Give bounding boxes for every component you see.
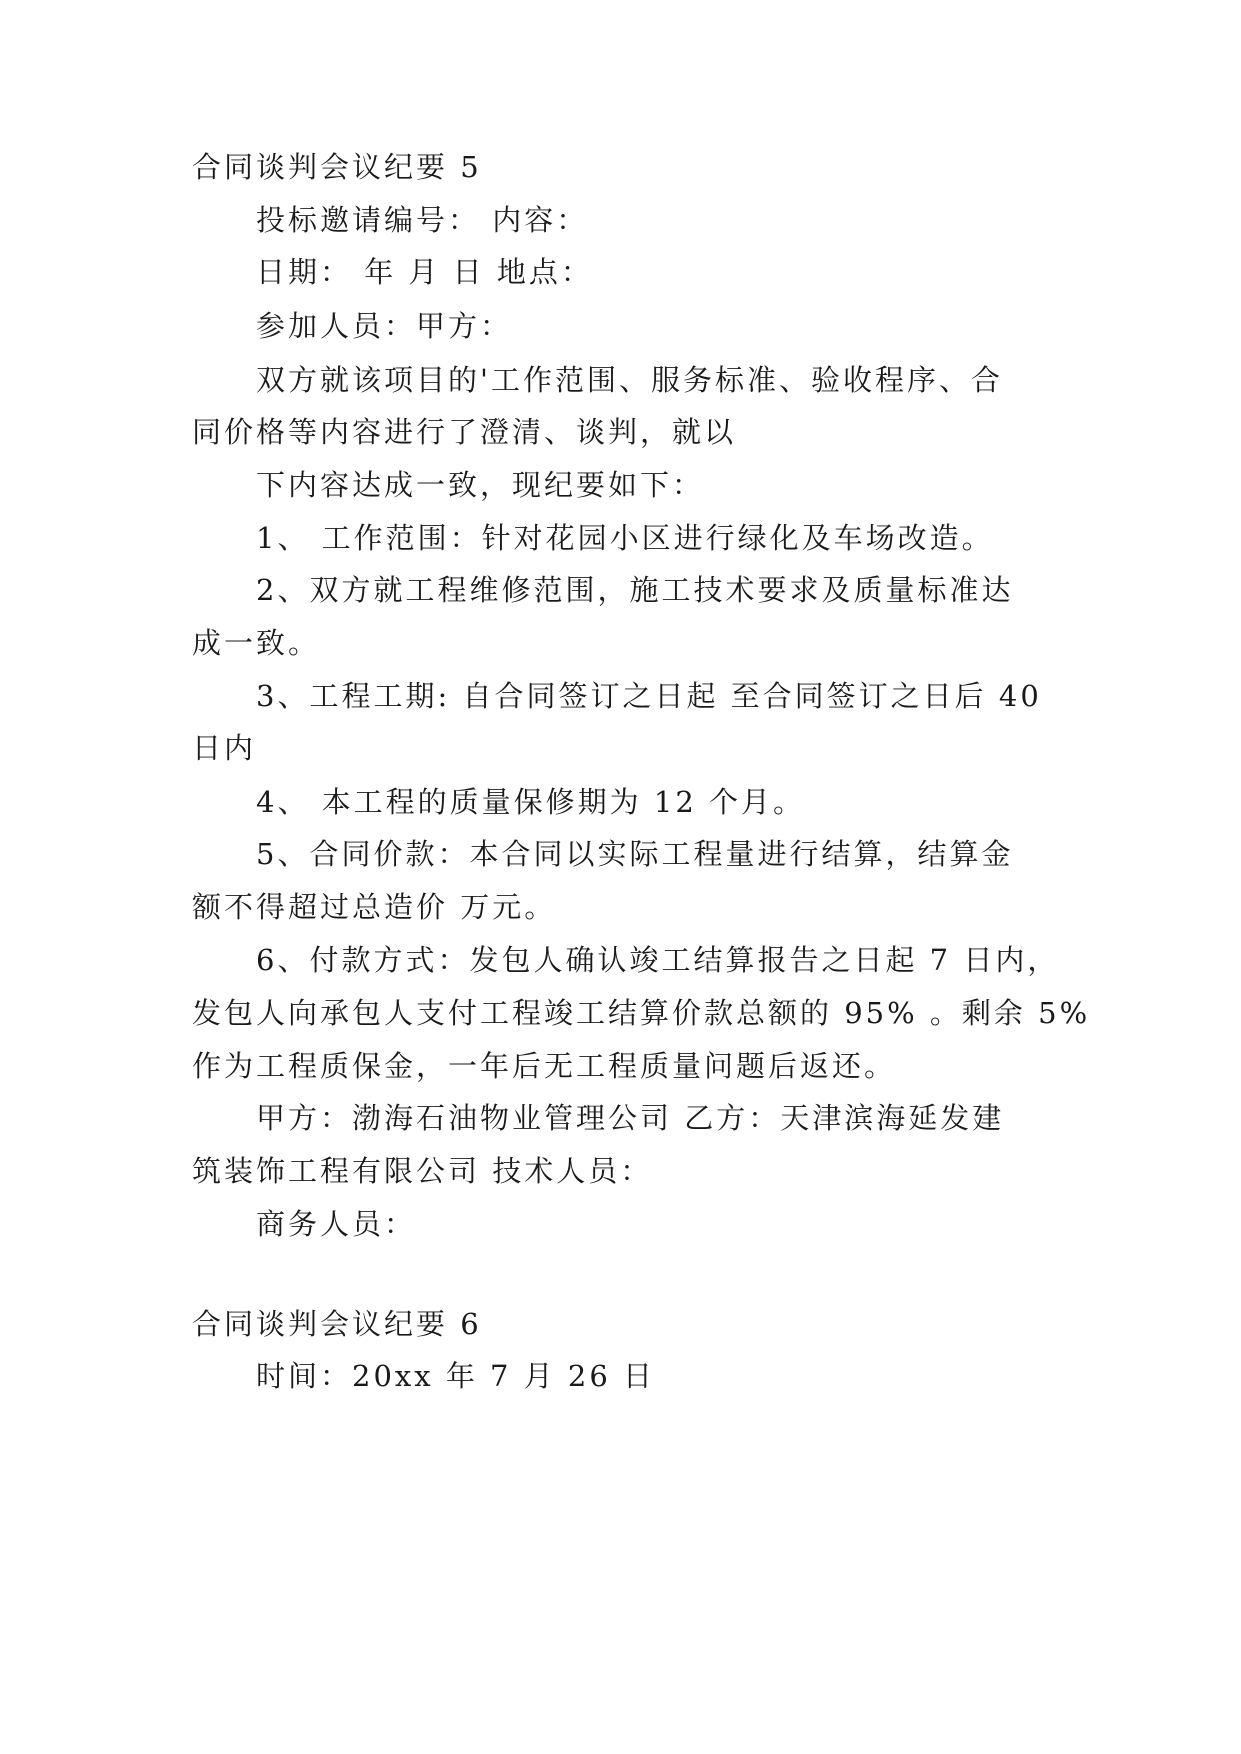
paragraph-line: 商务人员： xyxy=(256,1207,417,1241)
paragraph-line: 筑装饰工程有限公司 技术人员： xyxy=(192,1154,653,1188)
paragraph-line: 5、合同价款：本合同以实际工程量进行结算，结算金 xyxy=(256,837,1014,871)
paragraph-line: 投标邀请编号： 内容： xyxy=(256,203,589,237)
paragraph-line: 日期： 年 月 日 地点： xyxy=(256,255,593,289)
paragraph-line: 同价格等内容进行了澄清、谈判，就以 xyxy=(192,415,737,449)
paragraph-line: 作为工程质保金，一年后无工程质量问题后返还。 xyxy=(192,1049,897,1083)
paragraph-line: 双方就该项目的'工作范围、服务标准、验收程序、合 xyxy=(256,363,1003,397)
paragraph-line: 日内 xyxy=(192,731,257,765)
paragraph-line: 6、付款方式：发包人确认竣工结算报告之日起 7 日内， xyxy=(256,943,1060,977)
paragraph-line: 额不得超过总造价 万元。 xyxy=(192,890,557,924)
paragraph-line: 2、双方就工程维修范围，施工技术要求及质量标准达 xyxy=(256,573,1014,607)
paragraph-line: 4、 本工程的质量保修期为 12 个月。 xyxy=(256,785,806,819)
paragraph-line: 下内容达成一致，现纪要如下： xyxy=(256,468,705,502)
paragraph-line: 参加人员：甲方： xyxy=(256,309,513,343)
paragraph-line: 发包人向承包人支付工程竣工结算价款总额的 95% 。剩余 5% xyxy=(192,996,1091,1030)
paragraph-line: 1、 工作范围：针对花园小区进行绿化及车场改造。 xyxy=(256,521,994,555)
paragraph-line: 3、工程工期: 自合同签订之日起 至合同签订之日后 40 xyxy=(256,679,1042,713)
section-title: 合同谈判会议纪要 6 xyxy=(192,1307,482,1341)
section-title: 合同谈判会议纪要 5 xyxy=(192,150,482,184)
paragraph-line: 甲方：渤海石油物业管理公司 乙方：天津滨海延发建 xyxy=(256,1101,1005,1135)
paragraph-line: 成一致。 xyxy=(192,626,321,660)
paragraph-line: 时间：20xx 年 7 月 26 日 xyxy=(256,1359,656,1393)
